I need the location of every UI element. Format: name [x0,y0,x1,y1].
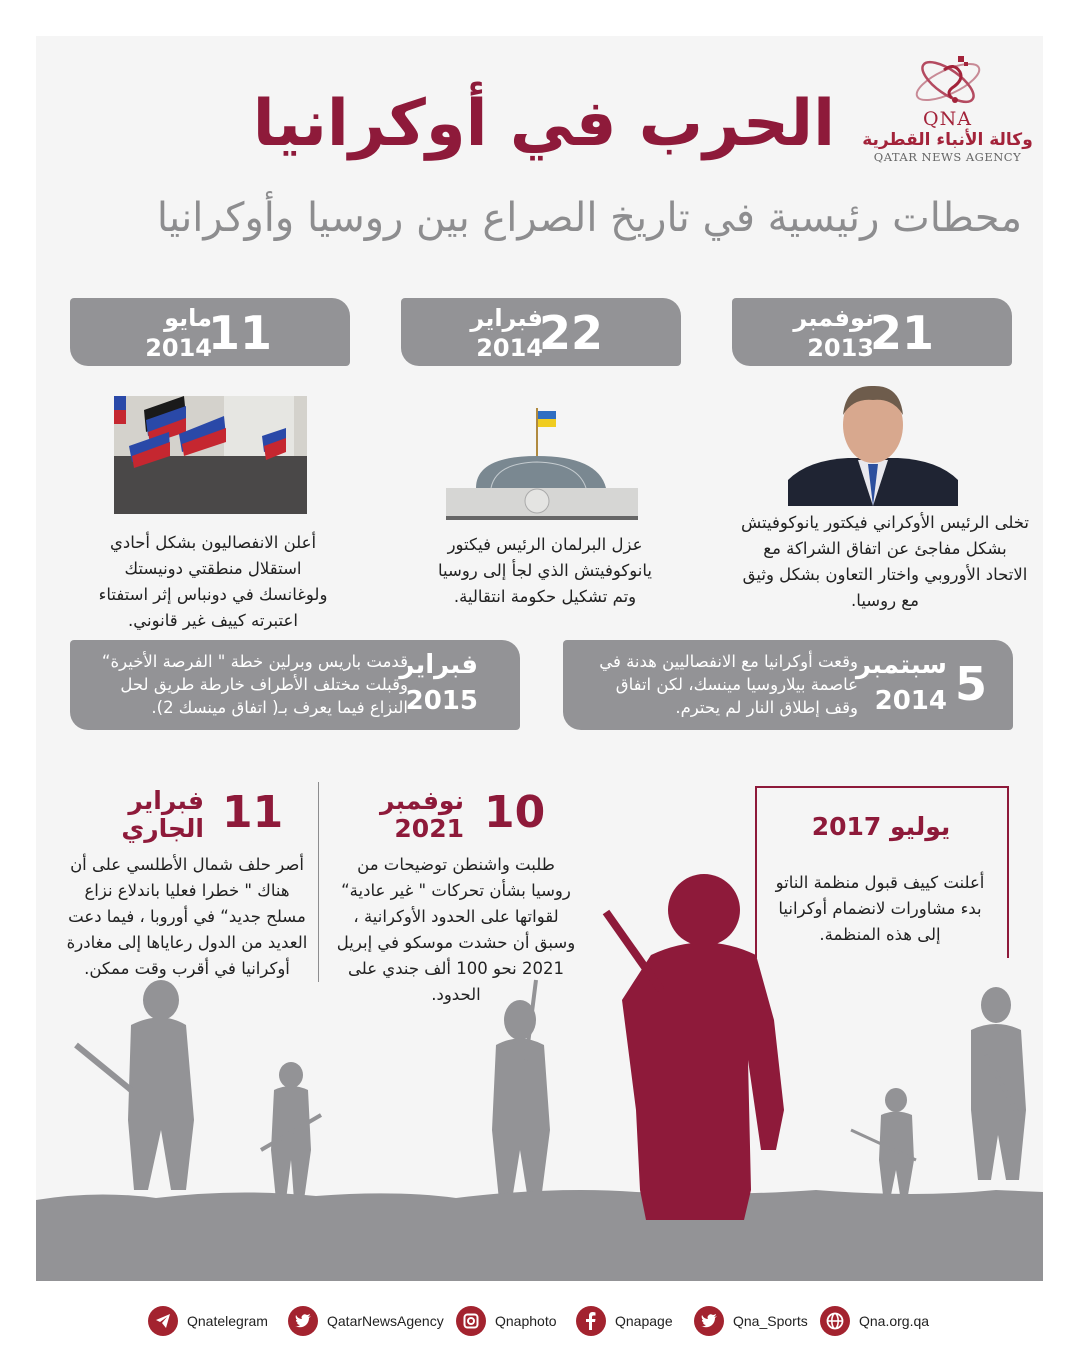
logo-english-name: QATAR NEWS AGENCY [873,150,1022,164]
globe-icon [820,1306,850,1336]
social-label: Qnaphoto [495,1313,557,1329]
date-day-nov-2021: 10 [484,787,546,838]
twitter-icon [694,1306,724,1336]
event-description-jul-2017: أعلنت كييف قبول منظمة الناتو بدء مشاورات لانضمام أوكرانيا إلى هذه المنظمة. [775,873,985,944]
parliament-photo [446,398,638,524]
facebook-icon [576,1306,606,1336]
qna-emblem-icon [908,50,988,112]
social-link-telegram[interactable] [148,1306,268,1336]
date-month: سبتمبر [855,650,947,680]
date-month-nov-2021: نوفمبر [380,786,464,815]
date-day: 21 [869,306,934,360]
social-label: QatarNewsAgency [327,1313,444,1329]
date-month: نوفمبر [793,304,874,332]
social-label: Qna.org.qa [859,1313,930,1329]
social-footer [0,1300,1080,1344]
twitter-icon [288,1306,318,1336]
social-link-twitter-qna[interactable] [288,1306,444,1336]
date-day: 11 [207,306,272,360]
date-year: 2015 [405,686,478,716]
event-description-sep-2014: وقعت أوكرانيا مع الانفصاليين هدنة في عاصمة بيلاروسيا مينسك، لكن اتفاق وقف إطلاق النار لم يحترم. [599,652,858,717]
qna-logo [860,50,1035,170]
event-box-feb-2015 [70,640,520,730]
logo-arabic-name: وكالة الأنباء القطرية [862,130,1033,150]
event-description-feb-2014: عزل البرلمان الرئيس فيكتور يانوكوفيتش الذي لجأ إلى روسيا وتم تشكيل حكومة انتقالية. [437,535,652,606]
social-label: Qnatelegram [187,1313,268,1329]
instagram-icon [456,1306,486,1336]
social-link-instagram[interactable] [456,1306,557,1336]
date-tab-may-2014 [70,298,350,366]
date-day: 5 [954,657,987,711]
soldiers-silhouette-illustration [36,860,1043,1281]
page-title: الحرب في أوكرانيا [252,87,835,161]
date-year-feb-current: الجاري [121,814,204,843]
yanukovych-photo [788,380,958,506]
event-heading-jul-2017: يوليو 2017 [811,812,951,841]
date-month-feb-current: فبراير [128,786,204,815]
date-year: 2014 [145,334,212,362]
event-description-feb-current: أصر حلف شمال الأطلسي على أن هناك " خطرا فعليا باندلاع نزاع مسلح جديد“ في أوروبا ، فيما دعت العديد من الدول رعاياها إلى مغادرة أوكرانيا في أقرب وقت ممكن. [66,855,308,978]
date-day: 22 [538,306,603,360]
social-link-twitter-sports[interactable] [694,1306,808,1336]
event-description-nov-2013: تخلى الرئيس الأوكراني فيكتور يانوكوفيتش بشكل مفاجئ عن اتفاق الشراكة مع الاتحاد الأوروبي واختار التعاون بشكل وثيق مع روسيا. [740,513,1030,610]
date-month: مايو [164,304,212,332]
date-month: فبراير [470,304,543,332]
event-description-may-2014: أعلن الانفصاليون بشكل أحادي استقلال منطقتي دونيستك ولوغانسك في دونباس إثر استفتاء اعتبرته كييف غير قانوني. [98,533,328,630]
social-label: Qna_Sports [733,1313,808,1329]
date-year: 2013 [807,334,874,362]
page-subtitle: محطات رئيسية في تاريخ الصراع بين روسيا وأوكرانيا [156,195,1022,241]
separatists-rally-photo [114,396,307,514]
date-tab-nov-2013 [732,298,1012,366]
social-link-website[interactable] [820,1306,929,1336]
date-month: فبراير [399,650,478,680]
event-description-nov-2021: طلبت واشنطن توضيحات من روسيا بشأن تحركات " غير عادية“ لقواتها على الحدود الأوكرانية ، وسبق أن حشدت موسكو في إبريل 2021 نحو 100 ألف جندي على الحدود. [336,855,576,1004]
event-box-sep-2014 [563,640,1013,730]
social-label: Qnapage [615,1313,673,1329]
telegram-icon [148,1306,178,1336]
date-tab-feb-2014 [401,298,681,366]
logo-acronym: QNA [923,108,972,130]
social-link-facebook[interactable] [576,1306,673,1336]
event-description-feb-2015: قدمت باريس وبرلين خطة " الفرصة الأخيرة“ وقبلت مختلف الأطراف خارطة طريق لحل النزاع فيما يعرف بـ( اتفاق مينسك 2). [101,652,408,717]
date-year: 2014 [874,686,947,716]
date-day-feb-current: 11 [222,787,284,838]
date-year-nov-2021: 2021 [394,814,464,843]
date-year: 2014 [476,334,543,362]
